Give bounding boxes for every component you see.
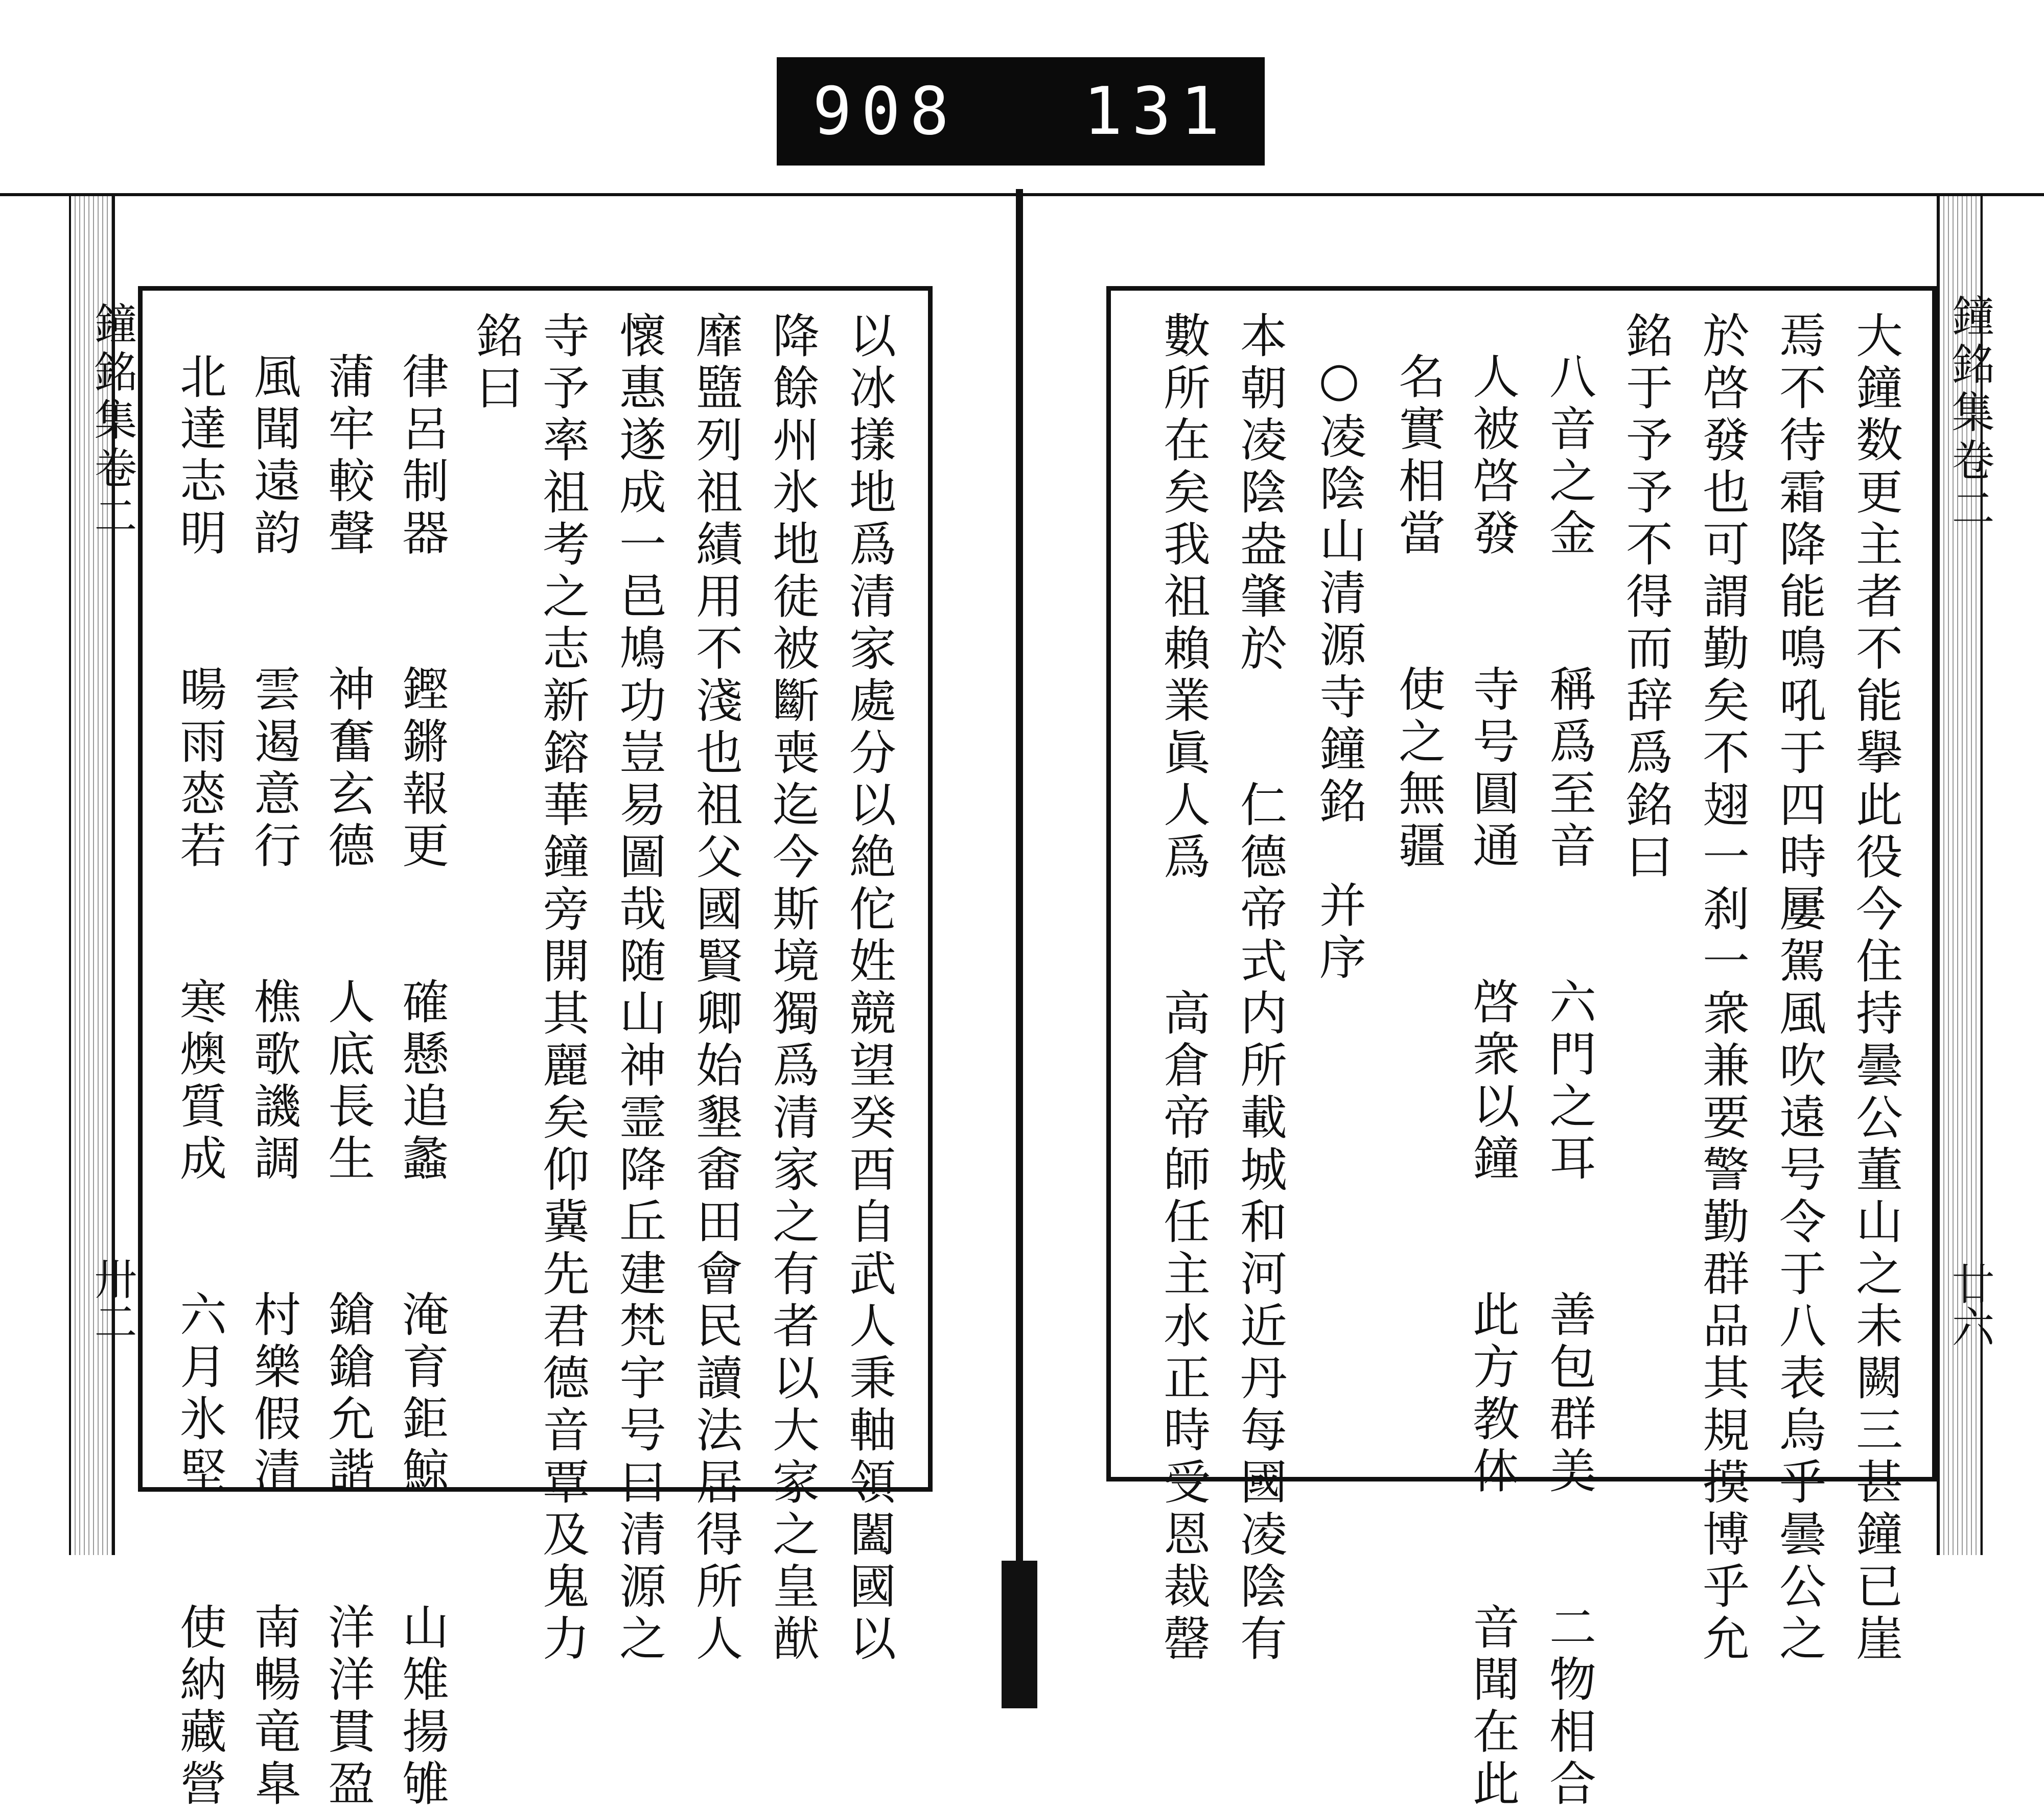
right-page-text-block (1106, 286, 1937, 1811)
text-column: 焉不待霜降能鳴吼于四時屢駕風吹遠号令于八表烏乎曇公之 (1772, 311, 1826, 1666)
text-column: 降餘州氷地徒被斷喪迄今斯境獨爲清家之有者以大家之皇猷 (765, 311, 820, 1666)
verse-column: 八音之金 稱爲至音 六門之耳 善包群美 二物相合 (1542, 352, 1596, 1811)
verse-column: 風聞遠韵 雲遏意行 樵歌譏調 村樂假清 南暢竜臯 (246, 352, 301, 1811)
verse-column: 律呂制器 鏗鏘報更 確懸追蠡 淹育鉅鯨 山雉揚雊 (394, 352, 449, 1811)
text-column: 寺予率祖考之志新鎔華鐘旁開其麗矣仰冀先君德音覃及鬼力 (535, 311, 590, 1666)
text-column: 銘曰 (469, 311, 523, 415)
text-column: 大鐘数更主者不能擧此役今住持曇公董山之未闕三甚鐘已崖 (1848, 311, 1903, 1666)
text-column: 靡盬列祖績用不淺也祖父國賢卿始墾畬田會民讀法居得所人 (688, 311, 743, 1666)
counter-right-number: 131 (1083, 73, 1229, 150)
archive-counter-plate (777, 57, 1265, 166)
right-running-head: 鐘銘集卷二 (1945, 294, 1995, 534)
text-column: 銘于予予不得而辞爲銘曰 (1618, 311, 1673, 884)
text-column: 本朝凌陰盎肇於 仁德帝式内所載城和河近丹每國凌陰有 (1233, 311, 1287, 1666)
left-running-head: 鐘銘集卷二 (87, 301, 137, 542)
book-spine-clip (1002, 1561, 1037, 1708)
text-column: 以冰㨾地爲清家處分以絶佗姓競望癸酉自武人秉軸領闔國以 (842, 311, 896, 1666)
counter-left-number: 908 (812, 73, 959, 150)
right-folio: 廿六 (1945, 1262, 1995, 1348)
verse-column: 蒲牢較聲 神奮玄德 人底長生 鎗鎗允諧 洋洋貫盈 (320, 352, 375, 1811)
verse-column: 名實相當 使之無疆 (1391, 352, 1446, 873)
text-column: 於啓發也可謂勤矣不翅一刹一衆兼要警勤群品其規摸博乎允 (1695, 311, 1750, 1666)
book-spine (1016, 189, 1023, 1706)
text-column: 數所在矣我祖賴業眞人爲 高倉帝師任主水正時受恩裁罄 (1156, 311, 1211, 1666)
verse-column: 人被啓發 寺号圓通 啓衆以鐘 此方教体 音聞在此 (1465, 352, 1520, 1811)
text-column: 懷惠遂成一邑鳩功豈易圖哉随山神霊降丘建梵宇号曰清源之 (612, 311, 666, 1666)
section-title: ○凌陰山清源寺鐘銘 并序 (1312, 352, 1366, 985)
verse-column: 北達志明 暘雨㤲若 寒燠質成 六月氷堅 使納藏營 (172, 352, 227, 1811)
left-page-text-block (138, 286, 933, 1811)
left-folio: 卅二 (87, 1257, 137, 1343)
